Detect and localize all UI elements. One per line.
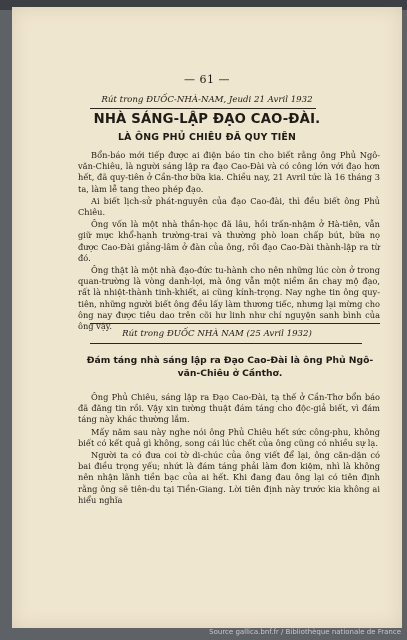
article2-paragraph: Ông Phủ Chiêu, sáng lập ra Đạo Cao-Đài, tạ thế ở Cần-Thơ bổn báo đã đăng tin rồi. Vậy xin tường thuật đám táng cho độc-giả biết, vì đám táng này khác thường lắm. [78, 392, 380, 425]
article1-title: NHÀ SÁNG-LẬP ĐẠO CAO-ĐÀI. [93, 112, 321, 127]
article1-body [78, 150, 380, 332]
article1-subtitle: LÀ ÔNG PHỦ CHIÊU ĐÃ QUY TIÊN [117, 132, 297, 143]
article1-paragraph: Ai biết lịch-sử phát-nguyên của đạo Cao-đài, thì đều biết ông Phủ Chiêu. [78, 195, 380, 218]
source-credit: Source gallica.bnf.fr / Bibliothèque nationale de France [209, 628, 401, 636]
article1-source-rule [90, 108, 316, 109]
article1-paragraph: Ông vốn là một nhà thần-học đã lâu, hồi trấn-nhậm ở Hà-tiên, vẫn giữ mực khổ-hạnh trường-trai và thường phò loan chấp bút, bữa nọ được Cao-Đài giảng-lâm ở đàn của ông, rồi đạo Cao-Đài thành-lập ra từ đó. [78, 219, 380, 263]
page-number: — 61 — [184, 73, 230, 86]
section-divider [90, 323, 380, 324]
article2-paragraph: Mấy năm sau này nghe nói ông Phủ Chiêu hết sức công-phu, không biết có kết quả gì không, song cái lúc chết của ông cũng có nhiều sự lạ. [78, 426, 380, 448]
article2-source-rule [90, 343, 362, 344]
article2-title: Đám táng nhà sáng lập ra Đạo Cao-Đài là ông Phủ Ngô-văn-Chiêu ở Cầnthơ. [86, 355, 374, 379]
article1-source: Rút trong ĐUỐC-NHÀ-NAM, Jeudi 21 Avril 1932 [101, 95, 313, 105]
document-page [12, 7, 402, 628]
article1-paragraph: Bổn-báo mới tiếp được ai điện báo tin cho biết rằng ông Phủ Ngô-văn-Chiêu, là người sáng lập ra đạo Cao-Đài và có công lớn với đạo hơn hết, đã quy-tiên ở Cần-thơ bữa kia. Chiều nay, 21 Avril tức là 16 tháng 3 ta, làm lễ tang theo phép đạo. [78, 150, 380, 194]
article1-paragraph: Ông thật là một nhà đạo-đức tu-hành cho nên những lúc còn ở trong quan-trường là vòng danh-lợi, mà ông vẫn một niềm ăn chay mộ đạo, rất là nhiệt-thành tinh-khiết, ai cũng kính-trọng. Nay nghe tin ông quy-tiên, những người biết ông đều lấy làm thương tiếc, nhưng lại mừng cho ông nay được tiêu dao trên cõi hư linh như chí nguyện sanh bình của ông vậy. [78, 265, 380, 332]
article2-source: Rút trong ĐUỐC NHÀ NAM (25 Avril 1932) [122, 329, 312, 339]
article2-body [78, 392, 380, 506]
article2-paragraph: Người ta có đưa coi tờ di-chúc của ông viết để lại, ông căn-dặn có bai điều trọng yếu; nhứt là đám táng phải làm đơn kiệm, nhì là không nên nhận lãnh tiền bạc của ai hết. Khi đang đau ông lại có tiên định rằng ông sẽ tiên-du tại Tiền-Giang. Lời tiên định này trước kia không ai hiểu nghĩa [78, 450, 380, 505]
